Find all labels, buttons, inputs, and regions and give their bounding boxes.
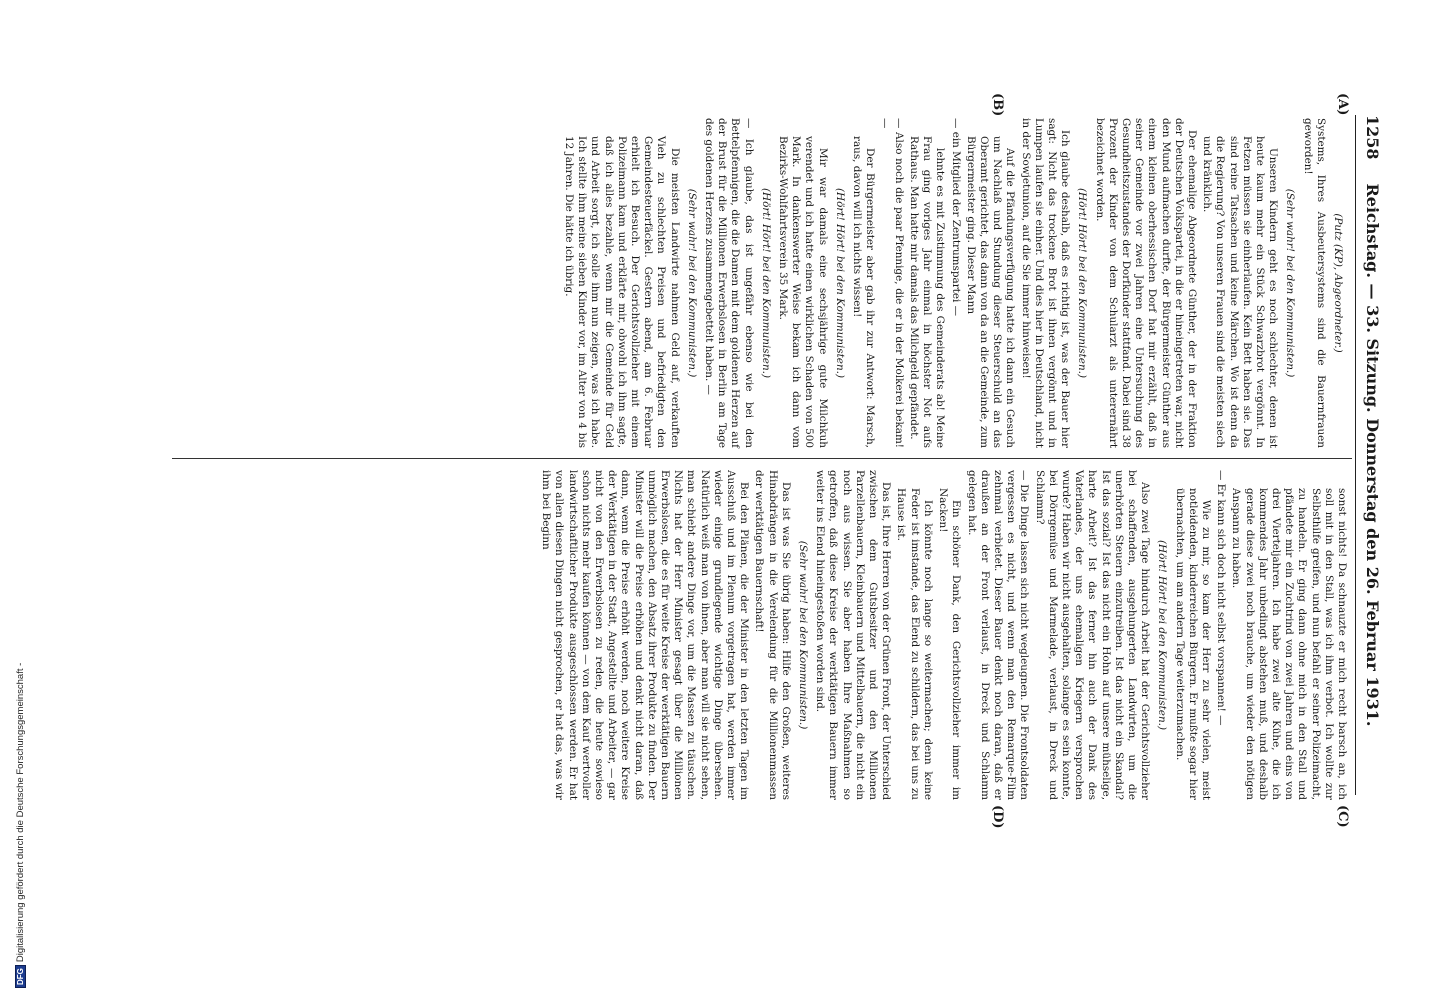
- interjection: (Sehr wahr! bei den Kommunisten.): [1284, 188, 1297, 378]
- interjection: (Hört! Hört! bei den Kommunisten.): [833, 187, 846, 378]
- quoted-paragraph: Unseren Kindern geht es noch schlechter, denen ist heute kaum mehr ein Stück Schwarzbrot vergönnt. In Fetzen müssen sie einherlaufen. Kein Bett haben sie. Das sind reine Tatsachen und keine Märchen. Wo ist denn da die Regierung? Von unseren Frauen sind die meisten siech und kränklich.: [1201, 136, 1280, 448]
- interjection: (Sehr wahr! bei den Kommunisten.): [685, 188, 698, 378]
- aside: — Also noch die paar Pfennige, die er in der Molkerei bekam! —: [879, 118, 905, 448]
- aside: — Die Dinge lassen sich nicht wegleugnen. Die Frontsoldaten vergessen es nicht, und wenn man den Remarque-Film zehnmal verbietet. Dieser Bauer denkt noch daran, daß er draußen an der Front verlaust, in Dreck und Schlamm gelegen hat.: [965, 470, 1031, 800]
- quoted-paragraph: Mir war damals eine sechsjährige gute Milchkuh verendet und ich hatte einen wirklichen Schaden von 500 Mark. In dankenswerter Weise bekam ich dann vom Bezirks-Wohlfahrtsverein 35 Mark.: [777, 136, 829, 448]
- paragraph: Das ist, Ihre Herren von der Grünen Front, der Unterschied zwischen dem Gutsbesitzer und den Millionen Parzellenbauern, Kleinbauern und Mittelbauern, die nicht ein noch aus wissen. Sie aber haben Ihre Maßnahmen so getroffen, daß diese Kreise der werktätigen Bauern immer weiter ins Elend hineingestoßen worden sind.: [814, 470, 893, 800]
- margin-mark-d: (D): [990, 805, 1005, 829]
- aside: — ein Mitglied der Zentrumspartei —: [949, 118, 962, 317]
- column-divider: [172, 458, 1352, 459]
- dfg-logo: DFG: [15, 965, 26, 988]
- paragraph: Systems, Ihres Ausbeutersystems sind die Bauernfrauen geworden!: [1301, 118, 1327, 448]
- aside: — Ich glaube, das ist ungefähr ebenso wie bei den Bettelpfennigen, die die Damen mit dem goldenen Herzen auf der Brust für die Millionen Erwerbslosen in Berlin am Tage des goldenen Herzens zusammengebettelt haben. —: [703, 118, 755, 448]
- paragraph: Ich glaube deshalb, daß es richtig ist, was der Bauer hier sagt: Nicht das trockene Brot ist ihnen vergönnt und in Lumpen laufen sie einher. Und dies hier in Deutschland, nicht in der Sowjetunion, auf die Sie immer hinweisen!: [1019, 118, 1072, 448]
- quoted-paragraph: Auf die Pfändungsverfügung hatte ich dann ein Gesuch um Nachlaß und Stundung dieser Steuerschuld an das Oberamt gerichtet, das dann von da an die Gemeinde, zum Bürgermeister ging. Dieser Mann: [964, 136, 1017, 448]
- paragraph: Bei den Plänen, die der Minister in den letzten Tagen im Ausschuß und im Plenum vorgetragen hat, werden immer wieder einige grundlegende wichtige Dinge übersehen. Natürlich weiß man von ihnen, aber man will sie nicht sehen, man schiebt andere Dinge vor, um die Massen zu täuschen. Nichts hat der Herr Minister gesagt über die Millionen Erwerbslosen, die es für weite Kreise der werktätigen Bauern unmöglich machen, den Absatz ihrer Produkte zu finden. Der Minister will die Preise erhöhen und denkt nicht daran, daß dann, wenn die Preise erhöht werden, noch weitere Kreise der Werktätigen in der Stadt, Angestellte und Arbeiter, — gar nicht von den Erwerbslosen zu reden, die heute sowieso schon nichts mehr kaufen können — von dem Kauf wertvoller landwirtschaftlicher Produkte ausgeschlossen werden. Er hat von allen diesen Dingen nicht gesprochen, er hat das, was wir ihm bei Beginn: [540, 470, 751, 800]
- interjection: (Hört! Hört! bei den Kommunisten.): [1156, 539, 1169, 730]
- paragraph: Der ehemalige Abgeordnete Günther, der in der Fraktion der Deutschen Volkspartei, in die er hineingetreten war, nicht den Mund aufmachen durfte, der Bürgermeister Günther aus einem kleinen oberhessischen Dorf hat mir erzählt, daß in seiner Gemeinde vor zwei Jahren eine Untersuchung des Gesundheitszustandes der Dorfkinder stattfand. Dabei sind 38 Prozent der Kinder von dem Schularzt als unterernährt bezeichnet worden.: [1093, 118, 1198, 448]
- footer-text: Digitalisierung gefördert durch die Deutsche Forschungsgemeinschaft -: [15, 662, 26, 963]
- quoted-paragraph: sonst nichts! Da schnauzte er mich recht barsch an, ich soll mit in den Stall, was ich ihm verbot. Ich wollte zur Selbsthilfe greifen, und nun befahl er seiner Polizeimacht, zu handeln. Er ging dann ohne mich in den Stall und pfändete mir ein Zuchtrind von zwei Jahren und eins von drei Vierteljahren. Ich habe zwei alte Kühe, die ich kommendes Jahr unbedingt abstehen muß, und deshalb gerade diese zwei noch brauche, um wieder den nötigen Anspann zu haben.: [1230, 488, 1348, 800]
- page-number: 1258: [1363, 115, 1382, 160]
- margin-mark-a: (A): [1335, 93, 1350, 116]
- left-column: [560, 118, 1348, 448]
- paragraph: Das ist was Sie übrig haben: Hilfe den Großen, weiteres Hinabdrängen in die Verelendung für die Millionenmassen der werktätigen Bauernschaft!: [753, 470, 792, 800]
- quoted-paragraph: Ich könnte noch lange so weitermachen; denn keine Feder ist imstande, das Elend zu schildern, das bei uns zu Hause ist.: [895, 488, 934, 800]
- quoted-paragraph: Ein schöner Dank, den Gerichtsvollzieher immer im Nacken!: [937, 488, 963, 800]
- margin-mark-b: (B): [990, 93, 1005, 117]
- paragraph: Also zwei Tage hindurch Arbeit hat der Gerichtsvollzieher bei schaffenden, ausgehungerten Landwirten, um die unerhörten Steuern einzutreiben. Ist das nicht ein Skandal? Ist das sozial? Ist das nicht ein Hohn auf unsere mühselige, harte Arbeit? Ist das ferner hin auch der Dank des Vaterlandes, der uns ehemaligen Kriegern versprochen wurde? Haben wir nicht ausgehalten, solange es sein konnte, bei Dörrgemüse und Marmelade, verlaust, in Dreck und Schlamm?: [1033, 470, 1152, 800]
- quoted-paragraph: Der Bürgermeister aber gab ihr zur Antwort: Marsch, raus, davon will ich nichts wissen!: [851, 136, 877, 448]
- margin-mark-c: (C): [1335, 805, 1350, 828]
- running-title: Reichstag. — 33. Sitzung. Donnerstag den 26. Februar 1931.: [1363, 183, 1382, 727]
- interjection: (Hört! Hört! bei den Kommunisten.): [759, 187, 772, 378]
- scanned-page: [100, 0, 1400, 910]
- interjection: (Hört! Hört! bei den Kommunisten.): [1076, 187, 1089, 378]
- aside: — Er kann sich doch nicht selbst vorspannen! —: [1215, 470, 1228, 726]
- page-header: [1355, 115, 1382, 795]
- quoted-paragraph: Die meisten Landwirte nahmen Geld auf, verkauften Vieh zu schlechten Preisen und befriedigten den Gemeindesteuerfäckel. Gestern abend, am 6. Februar erhielt ich Besuch. Der Gerichtsvollzieher mit einem Polizeimann kam und erklärte mir, obwohl ich ihm sagte, daß ich alles bezahle, wenn mir die Gemeinde für Geld und Arbeit sorgt, ich solle ihm nun zeigen, was ich habe. Ich stellte ihm meine sieben Kinder vor, im Alter von 4 bis 12 Jahren. Die hätte ich übrig.: [563, 136, 681, 448]
- quoted-paragraph: Wie zu mir, so kam der Herr zu sehr vielen, meist notleidenden, kinderreichen Bürgern. Er mußte sogar hier übernachten, um am andern Tage weiterzumachen.: [1173, 488, 1212, 800]
- right-column: [537, 470, 1348, 800]
- digitization-footer: [0, 0, 26, 1000]
- speaker-line: (Putz (KP), Abgeordneter.): [1332, 213, 1344, 353]
- quoted-paragraph: lehnte es mit Zustimmung des Gemeinderats ab! Meine Frau ging voriges Jahr einmal in höchster Not aufs Rathaus. Man hatte mir damals das Milchgeld gepfändet.: [907, 136, 947, 448]
- interjection: (Sehr wahr! bei den Kommunisten.): [797, 540, 810, 730]
